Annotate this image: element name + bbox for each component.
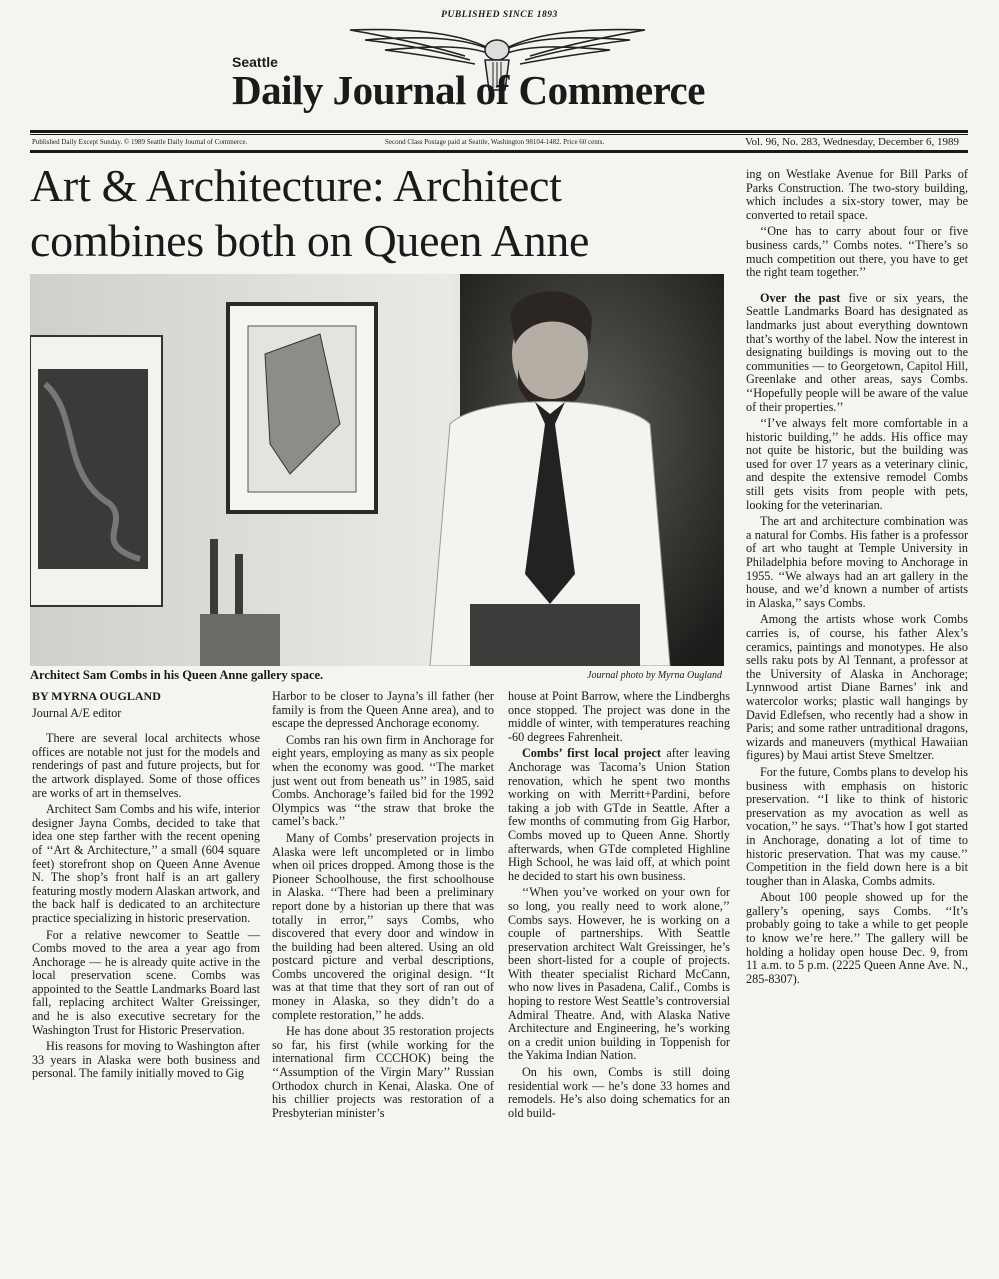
byline: BY MYRNA OUGLAND: [32, 689, 161, 703]
byline-role: Journal A/E editor: [32, 705, 122, 720]
headline-line-2: combines both on Queen Anne: [30, 215, 590, 266]
paragraph: ‘‘When you’ve worked on your own for so long, you really need to work alone,’’ Combs says. However, he is working on a couple of partnerships. With Seattle preservation architect Walt Greissinger, he’s been short-listed for a couple of projects. With theater specialist Richard McCann, who now lives in Pasadena, Calif., Combs is hoping to restore West Seattle’s controversial Admiral Theatre. And, with Alaska Native Architecture and Engineering, he’s working on a credit union building in Toppenish for the Yakima Indian Nation.: [508, 885, 730, 1063]
article-photo: [30, 274, 724, 666]
article-column-3: [508, 690, 730, 1120]
headline: [30, 158, 730, 268]
paragraph: [746, 292, 968, 414]
paragraph: house at Point Barrow, where the Lindberghs once stopped. The project was done in the middle of winter, with temperatures reaching -60 degrees Fahrenheit.: [508, 689, 730, 744]
postage-notice: Second Class Postage paid at Seattle, Washington 98104-1482. Price 60 cents.: [385, 138, 605, 146]
paragraph: On his own, Combs is still doing residential work — he’s done 33 homes and remodels. He’s also doing schematics for an old build-: [508, 1065, 730, 1120]
masthead-city: Seattle: [232, 54, 278, 70]
masthead-rule-mid: [30, 134, 968, 135]
paragraph: There are several local architects whose offices are notable not just for the models and renderings of past and future projects, but for the artwork displayed. Some of those offices are works of art in themselves.: [32, 731, 260, 800]
paragraph: ‘‘One has to carry about four or five business cards,’’ Combs notes. ‘‘There’s so much competition out there, you have to get the right team together.’’: [746, 224, 968, 280]
paragraph: For a relative newcomer to Seattle — Combs moved to the area a year ago from Anchorage — he is already quite active in the local preservation scene. Combs was appointed to the Seattle Landmarks Board last fall, replacing architect Walter Greissinger, and he is also executive secretary for the Washington Trust for Historic Preservation.: [32, 927, 260, 1037]
paragraph-lead: Combs’ first local project: [522, 746, 661, 761]
paragraph: Among the artists whose work Combs carries is, of course, his father Alex’s ceramics, paintings and monotypes. He also sells raku pots by Al Tennant, a professor at the University of Alaska in Anchorage; Lynnwood artist Diane Barnes’ ink and watercolor works; plastic wall hangings by David Edlefsen, who recently had a show in Paris; and some rather untraditional dragons, wizards and maneuvers (mythical Hawaiian figures) by Maui artist Steve Smeltzer.: [746, 612, 968, 763]
paragraph: Architect Sam Combs and his wife, interior designer Jayna Combs, decided to take that idea one step farther with the recent opening of ‘‘Art & Architecture,’’ a small (604 square feet) storefront shop on Queen Anne Avenue N. The shop’s front half is an art gallery featuring mostly modern Alaskan artwork, and the back half is dedicated to an architecture practice specializing in historic preservation.: [32, 802, 260, 925]
paragraph: Many of Combs’ preservation projects in Alaska were left uncompleted or in limbo when oil prices dropped. Among those is the Pioneer Schoolhouse, the first schoolhouse in Alaska. ‘‘There had been a preliminary report done by a historian up there that was totally in error,’’ says Combs, who discovered that every door and window in the building had been altered. Using an old postcard picture and verbal descriptions, Combs uncovered the original design. ‘‘It was at that time that they sort of ran out of money in Alaska, so they didn’t do a complete restoration,’’ he adds.: [272, 830, 494, 1022]
masthead-rule-bottom: [30, 150, 968, 153]
paragraph: [508, 747, 730, 883]
photo-credit: Journal photo by Myrna Ougland: [587, 670, 722, 681]
publication-notice: Published Daily Except Sunday. © 1989 Seattle Daily Journal of Commerce.: [32, 138, 248, 146]
paragraph-text: after leaving Anchorage was Tacoma’s Union Station renovation, which he spent two months working on with Merritt+Pardini, before taking a job with GTde in Seattle. After a few months of commuting from Gig Harbor, Combs moved up to Queen Anne. Shortly afterwards, when GTde completed Highline High School, he was laid off, at which point he decided to start his own business.: [508, 746, 730, 883]
headline-line-1: Art & Architecture: Architect: [30, 160, 562, 211]
article-column-4: [746, 168, 968, 986]
paragraph: ‘‘I’ve always felt more comfortable in a historic building,’’ he adds. His office may not quite be historic, but the building was used for over 17 years as a veterinary clinic, and despite the extensive remodel Combs still gets visits from people with pets, looking for the veterinarian.: [746, 416, 968, 512]
paragraph: Harbor to be closer to Jayna’s ill father (her family is from the Queen Anne area), and to escape the depressed Anchorage economy.: [272, 689, 494, 731]
paragraph: The art and architecture combination was a natural for Combs. His father is a professor of art who taught at Temple University in Philadelphia before moving to Anchorage in 1955. ‘‘We always had an art gallery in the house, and we’d known a number of artists in Alaska,’’ says Combs.: [746, 514, 968, 610]
issue-date: Vol. 96, No. 283, Wednesday, December 6, 1989: [745, 136, 959, 148]
paragraph: ing on Westlake Avenue for Bill Parks of Parks Construction. The two-story building, which includes a six-story tower, may be converted to retail space.: [746, 167, 968, 222]
article-column-2: [272, 690, 494, 1120]
article-column-1: [32, 690, 260, 1081]
masthead-rule-top: [30, 130, 968, 133]
photo-caption: Architect Sam Combs in his Queen Anne gallery space.: [30, 668, 324, 682]
paragraph: Combs ran his own firm in Anchorage for eight years, employing as many as six people when the economy was good. ‘‘The market just went out from beneath us’’ in 1985, said Combs. Anchorage’s failed bid for the 1992 Olympics was ‘‘the straw that broke the camel’s back.’’: [272, 732, 494, 829]
paragraph: His reasons for moving to Washington after 33 years in Alaska were both business and personal. The family initially moved to Gig: [32, 1039, 260, 1081]
paragraph-text: five or six years, the Seattle Landmarks Board has designated as landmarks just about everything downtown that’s worthy of the label. Now the interest in designating buildings is moving out to the communities — to Georgetown, Capitol Hill, Greenlake and other areas, says Combs. ‘‘Hopefully people will be aware of the value of their properties.’’: [746, 290, 968, 414]
paragraph: About 100 people showed up for the gallery’s opening, says Combs. ‘‘It’s probably going to take a while to get people to know we’re here.’’ The gallery will be holding a holiday open house Dec. 9, from 11 a.m. to 5 p.m. (2225 Queen Anne Ave. N., 285-8307).: [746, 890, 968, 986]
paragraph: He has done about 35 restoration projects so far, his first (while working for the international firm CCCHOK) being the ‘‘Assumption of the Virgin Mary’’ Russian Orthodox church in Kenai, Alaska. One of his chillier projects was restoration of a Presbyterian minister’s: [272, 1024, 494, 1120]
paragraph: For the future, Combs plans to develop his business with emphasis on historic preservation. ‘‘I like to think of historic preservation as my avocation as well as vocation,’’ he says. ‘‘That’s how I got started in Anchorage, donating a lot of time to historic preservation. That was my cause.’’ Competition in the field down here is a bit tougher than in Alaska, Combs admits.: [746, 764, 968, 888]
published-since: PUBLISHED SINCE 1893: [441, 10, 558, 20]
paragraph-lead: Over the past: [760, 290, 841, 305]
masthead-title: Daily Journal of Commerce: [232, 67, 705, 113]
